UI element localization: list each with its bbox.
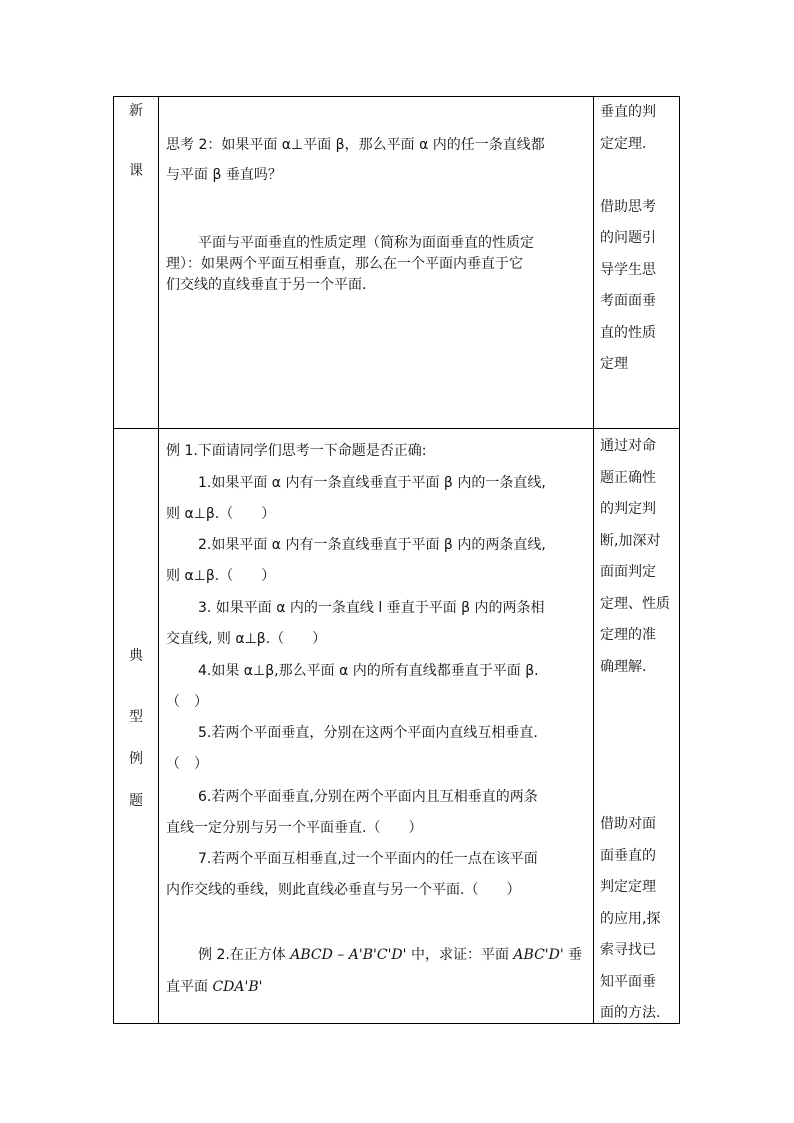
question-7-line-1: 7.若两个平面互相垂直,过一个平面内的任一点在该平面 [198,851,538,867]
question-7-line-2: 内作交线的垂线，则此直线必垂直与另一个平面.（ ） [166,882,521,898]
example2-line-1 [198,945,582,965]
question-4-line-2: （ ） [166,694,208,710]
row1-note-line: 定理 [600,356,628,372]
question-2-line-2: 则 α⊥β.（ ） [166,568,276,584]
row2-note-line: 断,加深对 [600,532,661,549]
theorem-line-1: 平面与平面垂直的性质定理（简称为面面垂直的性质定 [198,235,534,251]
row1-note-line: 借助思考 [600,198,656,215]
row2-note-line [600,715,680,747]
think2-line-1: 思考 2：如果平面 α⊥平面 β，那么平面 α 内的任一条直线都 [166,137,545,153]
question-5-line-2: （ ） [166,756,208,772]
row1-note-line [600,160,680,192]
question-6-line-2: 直线一定分别与另一个平面垂直.（ ） [166,820,423,836]
row2-note-line [600,683,680,715]
plane-1-name: ABC'D' [513,947,564,963]
row1-label-char-2: 课 [129,163,143,179]
example1-intro: 例 1.下面请同学们思考一下命题是否正确: [166,443,427,459]
example2-line2-prefix: 直平面 [166,979,213,995]
row1-label-char-1: 新 [129,103,143,119]
row1-note [600,97,680,381]
row2-note-line: 的判定判 [600,501,656,517]
column-divider-2 [593,97,594,1023]
cube-name: ABCD – A'B'C'D' [290,947,407,963]
row-divider [114,428,679,429]
theorem-line-3: 们交线的直线垂直于另一个平面. [166,277,367,293]
question-4-line-1: 4.如果 α⊥β,那么平面 α 内的所有直线都垂直于平面 β. [198,663,539,679]
theorem-line-2: 理）：如果两个平面互相垂直，那么在一个平面内垂直于它 [166,256,523,272]
example2-mid: 中，求证：平面 [406,947,514,963]
row2-note-line: 借助对面 [600,816,656,832]
example2-line-2 [166,977,263,997]
row2-note-line: 面的方法. [600,1005,661,1021]
row2-note-line: 索寻找已 [600,942,656,958]
row2-note-line: 定理、性质 [600,595,670,612]
question-3-line-1: 3. 如果平面 α 内的一条直线 l 垂直于平面 β 内的两条相 [198,600,545,616]
question-1-line-1: 1.如果平面 α 内有一条直线垂直于平面 β 内的一条直线, [198,475,546,491]
row2-note-line: 面面判定 [600,564,656,580]
row2-note-line: 知平面垂 [600,973,656,990]
row2-note-line: 题正确性 [600,469,656,486]
row2-note-line: 通过对命 [600,438,656,454]
row2-note-line: 面垂直的 [600,847,656,864]
row1-note-line: 的问题引 [600,230,656,246]
row2-label-char-2: 型 [129,709,143,725]
plane-2-name: CDA'B' [212,979,263,995]
row2-note-line: 的应用,探 [600,910,661,927]
question-6-line-1: 6.若两个平面垂直,分别在两个平面内且互相垂直的两条 [198,789,538,805]
row2-note-line: 定理的准 [600,627,656,643]
row2-label-char-4: 题 [129,793,143,809]
row2-label-char-3: 例 [129,751,143,767]
row2-note-line: 判定定理 [600,879,656,895]
question-3-line-2: 交直线, 则 α⊥β.（ ） [166,631,327,647]
row2-label-char-1: 典 [129,648,143,664]
row1-note-line: 直的性质 [600,324,656,341]
question-5-line-1: 5.若两个平面垂直，分别在这两个平面内直线互相垂直. [198,725,538,741]
row2-note-line [600,778,680,810]
row2-note-line: 确理解. [600,658,647,675]
row2-note-line [600,746,680,778]
question-1-line-2: 则 α⊥β.（ ） [166,506,276,522]
question-2-line-1: 2.如果平面 α 内有一条直线垂直于平面 β 内的两条直线, [198,537,546,553]
lesson-table [113,96,680,1024]
row1-note-line: 导学生思 [600,261,656,278]
row2-note [600,431,680,1030]
row1-note-line: 垂直的判 [600,104,656,120]
example2-prefix: 例 2.在正方体 [198,947,291,963]
think2-line-2: 与平面 β 垂直吗？ [166,167,282,183]
column-divider-1 [158,97,159,1023]
row1-note-line: 考面面垂 [600,293,656,309]
row1-note-line: 定定理. [600,135,647,152]
example2-suffix: 垂 [563,947,583,963]
